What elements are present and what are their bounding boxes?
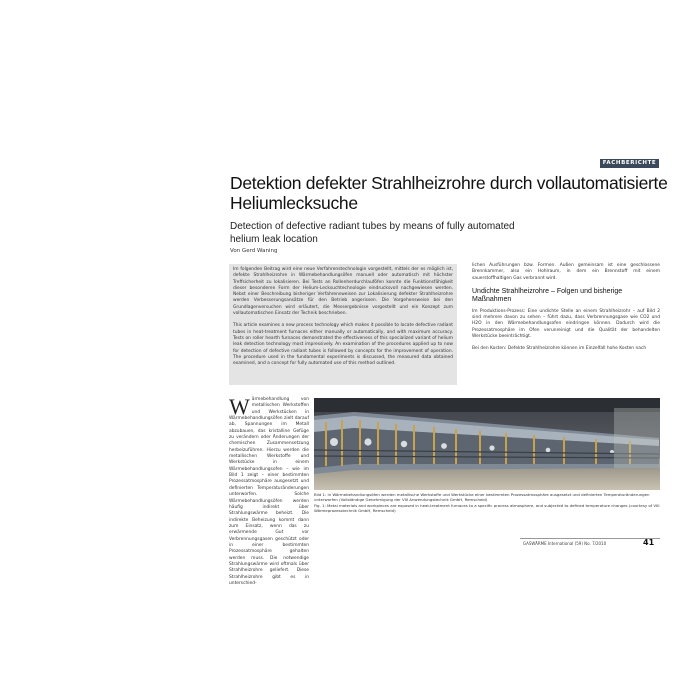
article-subtitle: Detection of defective radiant tubes by means of fully automated helium leak location (230, 221, 515, 245)
body-text-intro: lichen Ausführungen bzw. Formen. Außen gemeinsam ist eine geschlossene Brennkammer, also ein Hohlraum, in dem ein Brennstoff mit einem sauerstoffhaltigen Gas verbrannt wird. (472, 263, 660, 281)
drop-cap: W (229, 394, 250, 419)
abstract-english: This article examines a new process technology which makes it possible to locate defective radiant tubes in heat-treatment furnaces either manually or automatically, and with maximum accuracy. Tests on roller hearth furnaces demonstrated the effectiveness of this specialized variant of helium leak detection technology most impressively. An examination of the procedures applied up to now for detection of defective radiant tubes is followed by concepts for the improvement of operation. The procedure used in the fundamental experiments is discussed, the measured data obtained examined, and a concept for fully automated use of this method outlined. (233, 323, 453, 367)
lead-text: ärmebehandlung von metallischen Werkstoffen und Werkstücken in Wärmebehandlungsöfen zielt darauf ab, Spannungen im Metall abzubauen, das kristalline Gefüge zu verändern oder Änderungen der chemischen Zusammensetzung herbeizuführen. Hierzu werden die metallischen Werkstoffe und Werkstücke in einem Wärmebehandlungsofen – wie im Bild 1 zeigt – einer bestimmten Prozessatmosphäre ausgesetzt und definierten Temperaturänderungen unterworfen. Solche Wärmebehandlungsöfen werden häufig indirekt über Strahlungswärme beheizt. Die indirekte Beheizung kommt dann zum Einsatz, wenn das zu erwärmende Gut vor Verbrennungsgasen geschützt oder in einer bestimmten Prozessatmosphäre gehalten werden muss. Die notwendige Strahlungswärme wird oftmals über Strahlheizrohre geliefert. Diese Strahlheizrohre gibt es in unterschied- (229, 397, 309, 586)
page-number: 41 (643, 538, 655, 547)
left-column (229, 394, 309, 587)
journal-footer: GASWÄRME International (59) No. 7/2010 (523, 541, 607, 546)
furnace-photo-illustration (314, 398, 660, 490)
footer-rule (520, 538, 660, 539)
figure-caption (314, 492, 660, 514)
abstract-german: Im folgenden Beitrag wird eine neue Verfahrenstechnologie vorgestellt, mittels der es möglich ist, defekte Strahlheizrohre in Wärmebehandlungsöfen manuell oder automatisch mit höchster Treffsicherheit zu lokalisieren. Bei Tests an Rollenherdurchlauföfen konnte die Funktionsfähigkeit dieser besonderen Form der Helium-Lecksuchtechnologie eindrucksvoll nachgewiesen werden. Nebst einer Beschreibung bisheriger Verfahrensweisen zur Lokalisierung defekter Strahlheizrohre werden Verbesserungsansätze für den Betrieb angerissen. Die Vorgehensweise bei den Grundlagenversuchen wird erläutert, die Messergebnisse vorgestellt und ein Konzept zum vollautomatischen Einsatz der Technik beschrieben. (233, 267, 453, 317)
furnace-photo (314, 398, 660, 490)
right-column (472, 263, 660, 353)
abstract-box (229, 264, 457, 385)
section-tag: FACHBERICHTE (600, 159, 659, 168)
body-text-paragraph: Im Produktions-Prozess: Eine undichte Stelle an einem Strahlheizrohr – auf Bild 2 sind mehrere davon zu sehen – führt dazu, dass Verbrennungsgase wie CO2 und H2O in den Wärmebehandlungsofen eindringen können. Dadurch wird die Prozessatmosphäre im Ofen verunreinigt und die Qualität der behandelten Werkstücke beeinträchtigt. (472, 308, 660, 340)
author-line: Von Gerd Waning (230, 248, 278, 254)
caption-german: Bild 1: In Wärmebehandlungsöfen werden metallische Werkstoffe und Werkstücke einer bestimmten Prozessatmosphäre ausgesetzt und definierten Temperaturänderungen unterworfen (Vollständige Genehmigung der VIII Anwendungstechnik GmbH, Remscheid) (314, 492, 650, 503)
section-heading: Undichte Strahlheizrohre – Folgen und bisherige Maßnahmen (472, 287, 623, 304)
article-title: Detektion defekter Strahlheizrohre durch vollautomatisierte Heliumlecksuche (230, 173, 668, 213)
body-text-lead (229, 394, 309, 587)
body-text-paragraph: Bei den Kosten: Defekte Strahlheizrohre können im Einzelfall hohe Kosten nach (472, 346, 647, 352)
caption-english: Fig. 1: Metal materials and workpieces are exposed in heat-treatment furnaces to a specific process atmosphere, and subjected to defined temperature changes (courtesy of VIII Wärmeprozesstechnik GmbH, Remscheid) (314, 502, 660, 514)
